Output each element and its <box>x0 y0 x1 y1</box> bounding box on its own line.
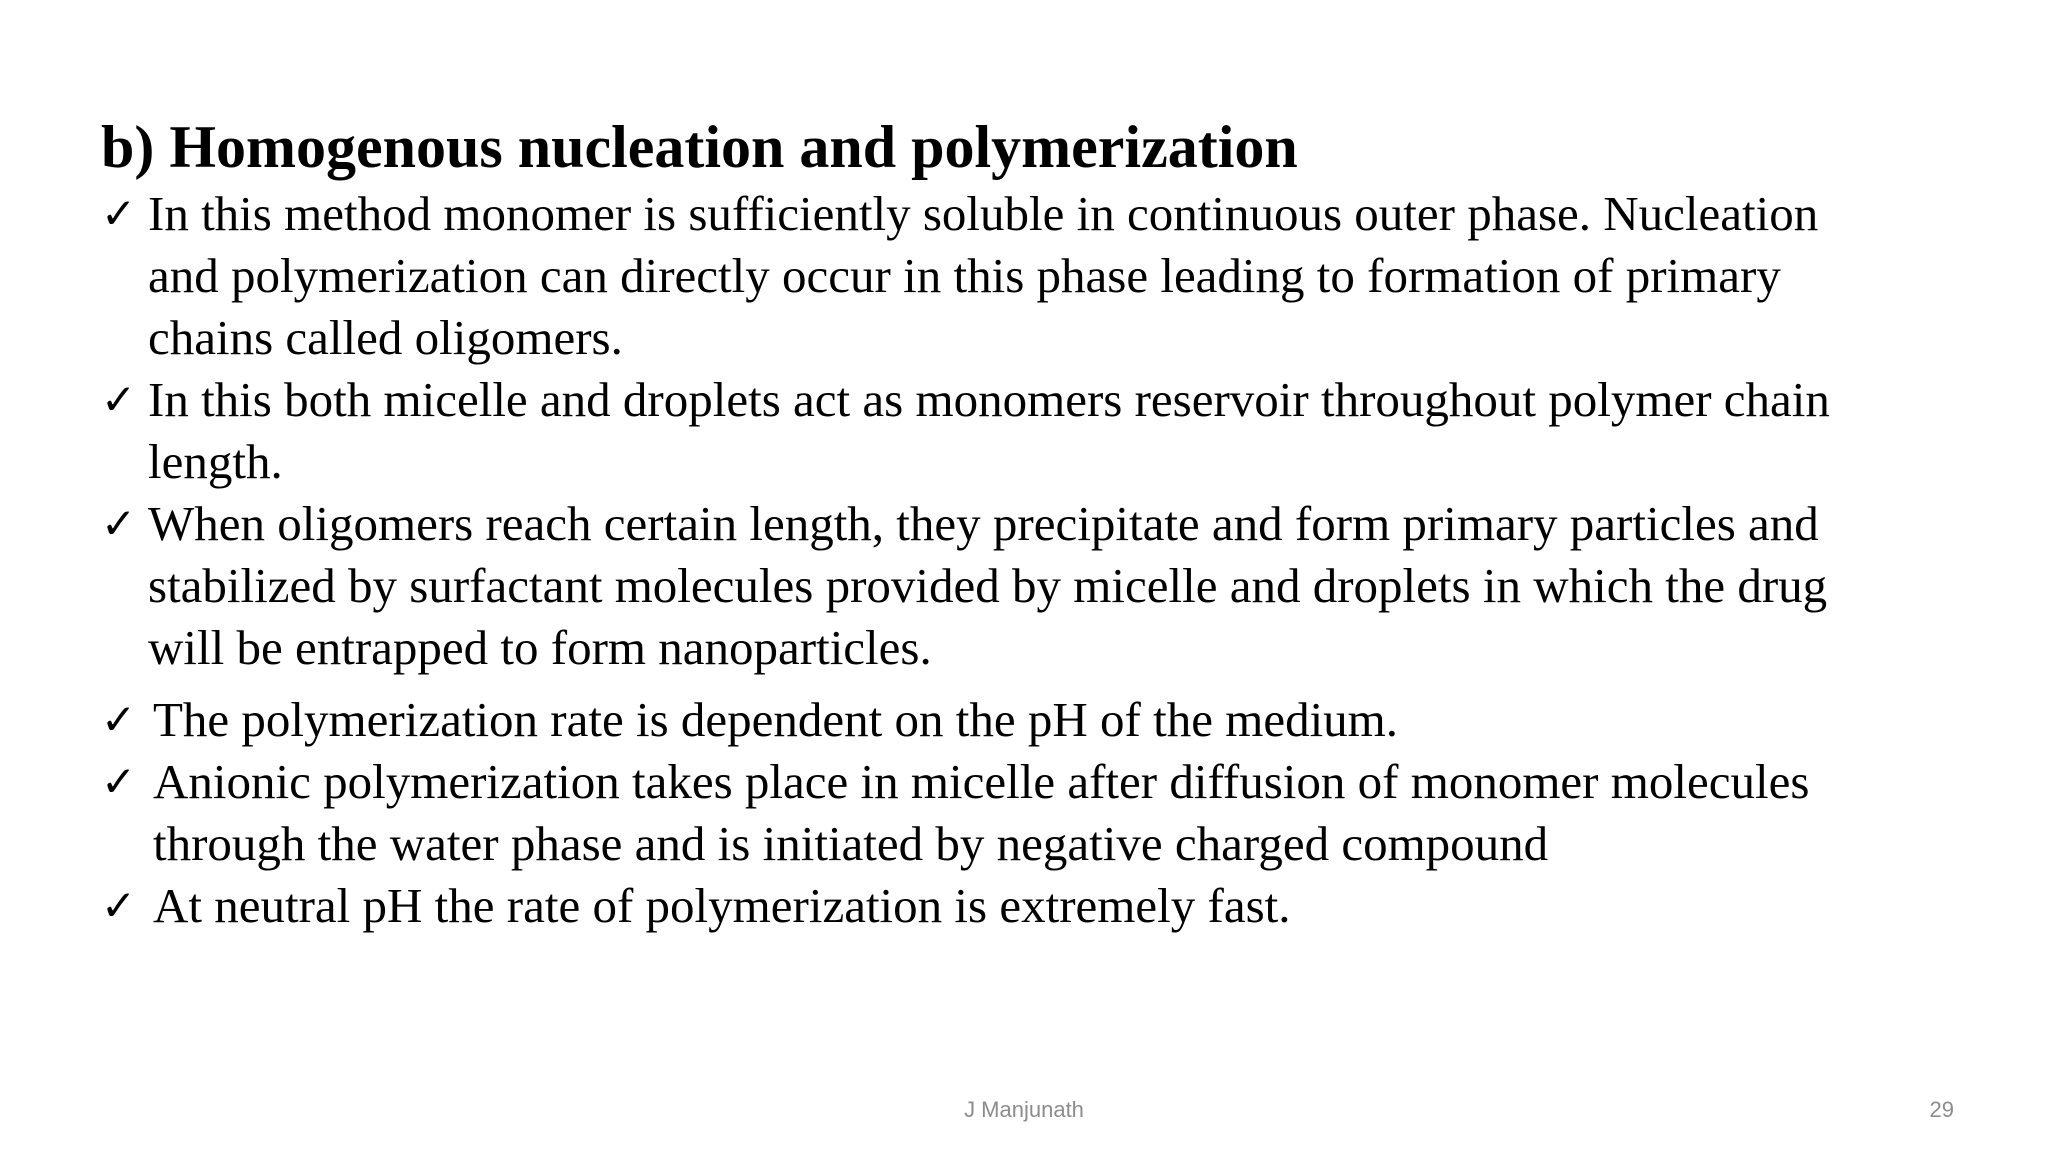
bullet-line: In this both micelle and droplets act as monomers reservoir throughout polymer chain <box>148 372 1830 427</box>
checkmark-icon: ✓ <box>101 499 137 548</box>
bullet-line: The polymerization rate is dependent on the pH of the medium. <box>153 692 1399 747</box>
checkmark-icon: ✓ <box>101 881 137 930</box>
checkmark-icon: ✓ <box>101 695 137 744</box>
bullet-item-2 <box>101 369 1981 493</box>
bullet-line: through the water phase and is initiated by negative charged compound <box>153 816 1549 871</box>
bullet-line: will be entrapped to form nanoparticles. <box>148 620 932 675</box>
bullet-line: stabilized by surfactant molecules provided by micelle and droplets in which the drug <box>148 558 1828 613</box>
bullet-item-6 <box>101 875 1981 937</box>
bullet-line: When oligomers reach certain length, they precipitate and form primary particles and <box>148 496 1819 551</box>
slide-title: b) Homogenous nucleation and polymerization <box>101 114 1298 180</box>
footer-author: J Manjunath <box>964 1097 1084 1122</box>
page-number: 29 <box>1929 1097 1954 1122</box>
bullet-line: At neutral pH the rate of polymerization is extremely fast. <box>153 878 1291 933</box>
bullet-item-1 <box>101 183 1981 369</box>
bullet-item-4 <box>101 689 1981 751</box>
bullet-item-3 <box>101 493 1981 679</box>
bullet-line: Anionic polymerization takes place in micelle after diffusion of monomer molecules <box>153 754 1810 809</box>
bullet-line: In this method monomer is sufficiently soluble in continuous outer phase. Nucleation <box>148 186 1819 241</box>
bullet-line: and polymerization can directly occur in this phase leading to formation of primary <box>148 248 1781 303</box>
bullet-item-5 <box>101 751 1981 875</box>
bullet-list <box>101 183 1981 937</box>
bullet-line: chains called oligomers. <box>148 310 623 365</box>
checkmark-icon: ✓ <box>101 189 137 238</box>
checkmark-icon: ✓ <box>101 375 137 424</box>
bullet-line: length. <box>148 434 283 489</box>
checkmark-icon: ✓ <box>101 757 137 806</box>
